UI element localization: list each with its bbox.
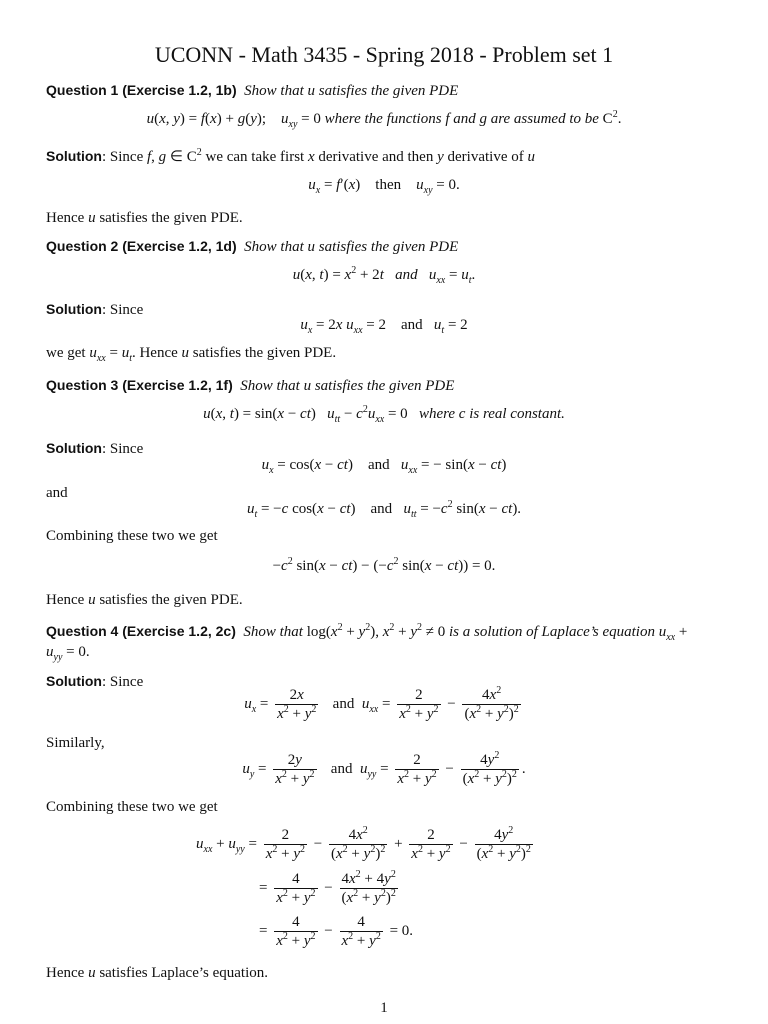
question-3-combining: Combining these two we get [46,528,218,544]
question-2-solution: Solution: Since [46,301,144,318]
question-3-equation-1: $u_x = \cos(x - ct)$ and $u_{xx}$ = − sin(x − ct) [261,457,507,476]
question-2-label: Question 2 (Exercise 1.2, 1d) [46,238,237,254]
question-3-prompt: Show that u satisfies the given PDE [240,378,455,394]
question-3-equation: u(x, t) = sin(x − ct) $u_{tt} - c^2u_{xx} = 0$ where c is real constant. [203,404,565,425]
solution-label: Solution [46,301,102,317]
question-4: Question 4 (Exercise 1.2, 2c) Show that $\log(x^2 + y^2)$, $x^2 + y^2 \ne 0$ is a solution of Laplace’s equation $u_{xx}$ + $u_{yy} = 0$. [46,622,688,663]
question-2-conclusion: we get $u_{xx} = u_t$. Hence u satisfies the given PDE. [46,345,337,364]
question-1-conclusion: Hence u satisfies the given PDE. [46,210,243,226]
question-1-solution: Solution: Since f, g ∈ $C^2$ we can take first x derivative and then y derivative of u [46,147,535,165]
question-4-combining: Combining these two we get [46,799,218,815]
solution-label: Solution [46,673,102,689]
question-3-conclusion: Hence u satisfies the given PDE. [46,592,243,608]
question-3-and: and [46,485,68,501]
question-3-equation-2: $u_t = -c$ cos(x − ct) and $u_{tt} = -c^2$ sin(x − ct). [246,499,522,520]
question-4-label: Question 4 (Exercise 1.2, 2c) [46,623,236,639]
question-3-solution: Solution: Since [46,440,144,457]
question-3-label: Question 3 (Exercise 1.2, 1f) [46,377,233,393]
solution-label: Solution [46,148,102,164]
question-4-sum-line-3: = $\frac{4}{x^2 + y^2}$ − $\frac{4}{x^2 + y^2}$ = 0. [259,914,414,949]
question-1 [46,80,726,101]
question-1-prompt: Show that u satisfies the given PDE [244,83,459,99]
question-3 [46,375,726,396]
question-4-equation-ux: $u_x$ = $\frac{2x}{x^2 + y^2}$ and $u_{xx}$ = $\frac{2}{x^2 + y^2}$ − $\frac{4x^2}{(x^2 + y^2)^2}$ [244,685,519,722]
question-4-conclusion: Hence u satisfies Laplace’s equation. [46,965,269,981]
question-4-similarly: Similarly, [46,735,105,751]
question-1-equation: u(x, y) = f(x) + g(y); $u_{xy} = 0$ where the functions f and g are assumed to be $C^2$. [146,109,622,130]
page-title: UCONN - Math 3435 - Spring 2018 - Problem set 1 [154,42,614,67]
question-2-solution-equation: $u_x = 2x$ $u_{xx} = 2$ and $u_t = 2$ [300,317,468,336]
question-4-equation-uy: $u_y$ = $\frac{2y}{x^2 + y^2}$ and $u_{yy}$ = $\frac{2}{x^2 + y^2}$ − $\frac{4y^2}{(x^2 + y^2)^2}$ . [242,750,526,787]
solution-label: Solution [46,440,102,456]
question-2 [46,236,726,257]
question-4-sum-line-2: = $\frac{4}{x^2 + y^2}$ − $\frac{4x^2 + 4y^2}{(x^2 + y^2)^2}$ [259,869,396,906]
question-4-solution: Solution: Since [46,673,144,690]
question-1-solution-equation: $u_x = f'(x)$ then $u_{xy} = 0$. [308,177,460,196]
question-1-label: Question 1 (Exercise 1.2, 1b) [46,82,237,98]
page-number: 1 [380,1000,388,1016]
question-2-equation: u(x, $t) = x^2 + 2t$ and $u_{xx} = u_t$. [292,265,476,286]
question-3-equation-3: $-c^2$ $\sin(x - ct) - (-c^2$ sin(x − ct)) = 0. [272,556,496,574]
question-2-prompt: Show that u satisfies the given PDE [244,239,459,255]
question-4-sum-line-1: $u_{xx} + u_{yy}$ = $\frac{2}{x^2 + y^2}$ − $\frac{4x^2}{(x^2 + y^2)^2}$ + $\frac{2}{x^2 + y^2}$ − $\frac{4y^2}{(x^2 + y^2)^2}$ [196,825,531,862]
